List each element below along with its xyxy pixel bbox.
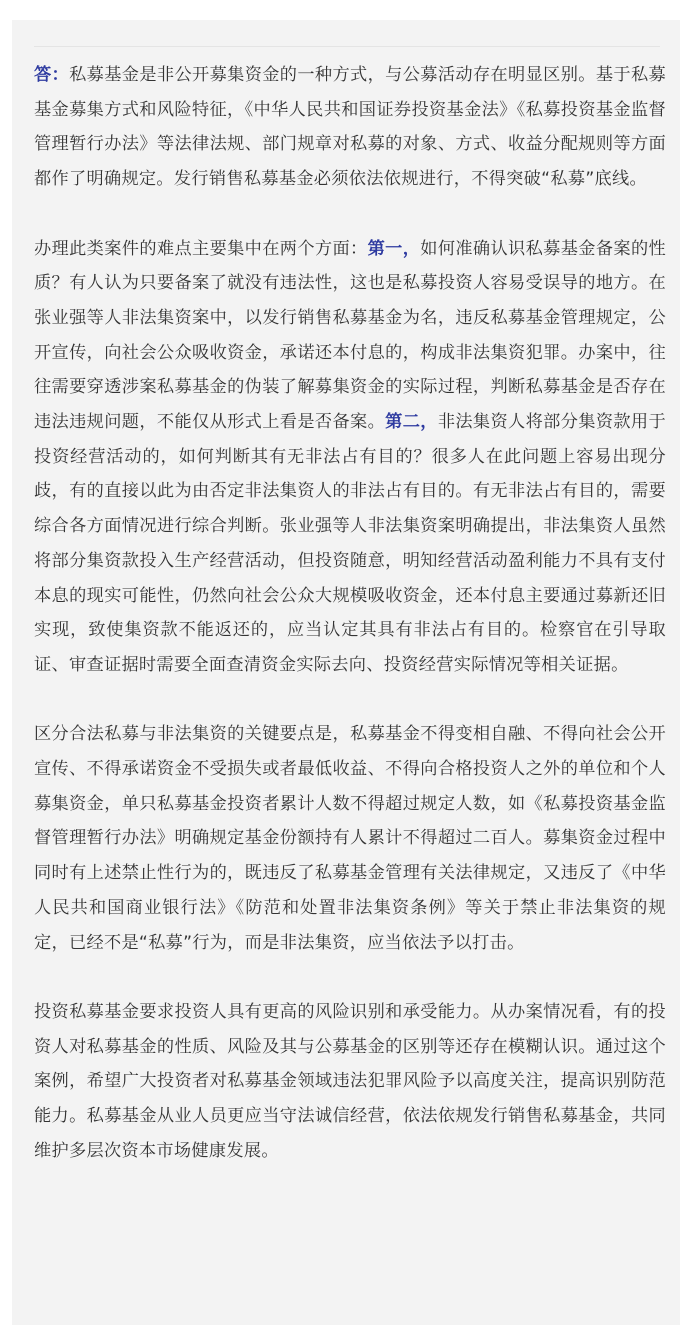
article-body [34,58,666,1168]
distinction-text: 区分合法私募与非法集资的关键要点是，私募基金不得变相自融、不得向社会公开宣传、不得承诺资金不受损失或者最低收益、不得向合格投资人之外的单位和个人募集资金，单只私募基金投资者累计人数不得超过规定人数，如《私募投资基金监督管理暂行办法》明确规定基金份额持有人累计不得超过二百人。募集资金过程中同时有上述禁止性行为的，既违反了私募基金管理有关法律规定，又违反了《中华人民共和国商业银行法》《防范和处置非法集资条例》等关于禁止非法集资的规定，已经不是“私募”行为，而是非法集资，应当依法予以打击。 [34,724,666,953]
answer-text: 私募基金是非公开募集资金的一种方式，与公募活动存在明显区别。基于私募基金募集方式和风险特征，《中华人民共和国证券投资基金法》《私募投资基金监督管理暂行办法》等法律法规、部门规章对私募的对象、方式、收益分配规则等方面都作了明确规定。发行销售私募基金必须依法依规进行，不得突破“私募”底线。 [34,65,667,190]
article-panel [12,20,680,1325]
top-divider [34,46,660,47]
paragraph-difficulties [34,232,666,683]
paragraph-distinction [34,717,666,960]
first-point-text: 如何准确认识私募基金备案的性质？有人认为只要备案了就没有违法性，这也是私募投资人容易受误导的地方。在张业强等人非法集资案中，以发行销售私募基金为名，违反私募基金管理规定，公开宣传，向社会公众吸收资金，承诺还本付息的，构成非法集资犯罪。办案中，往往需要穿透涉案私募基金的伪装了解募集资金的实际过程，判断私募基金是否存在违法违规问题，不能仅从形式上看是否备案。 [34,238,666,433]
answer-label: 答： [34,65,70,85]
first-point-label: 第一， [367,238,421,259]
advice-text: 投资私募基金要求投资人具有更高的风险识别和承受能力。从办案情况看，有的投资人对私募基金的性质、风险及其与公募基金的区别等还存在模糊认识。通过这个案例，希望广大投资者对私募基金领域违法犯罪风险予以高度关注，提高识别防范能力。私募基金从业人员更应当守法诚信经营，依法依规发行销售私募基金，共同维护多层次资本市场健康发展。 [34,1001,666,1161]
difficulties-intro: 办理此类案件的难点主要集中在两个方面： [34,238,368,259]
paragraph-answer [34,58,666,197]
paragraph-advice [34,995,666,1169]
second-point-label: 第二， [385,412,438,433]
second-point-text: 非法集资人将部分集资款用于投资经营活动的，如何判断其有无非法占有目的？很多人在此问题上容易出现分歧，有的直接以此为由否定非法集资人的非法占有目的。有无非法占有目的，需要综合各方面情况进行综合判断。张业强等人非法集资案明确提出，非法集资人虽然将部分集资款投入生产经营活动，但投资随意，明知经营活动盈利能力不具有支付本息的现实可能性，仍然向社会公众大规模吸收资金，还本付息主要通过募新还旧实现，致使集资款不能返还的，应当认定其具有非法占有目的。检察官在引导取证、审查证据时需要全面查清资金实际去向、投资经营实际情况等相关证据。 [34,412,666,675]
